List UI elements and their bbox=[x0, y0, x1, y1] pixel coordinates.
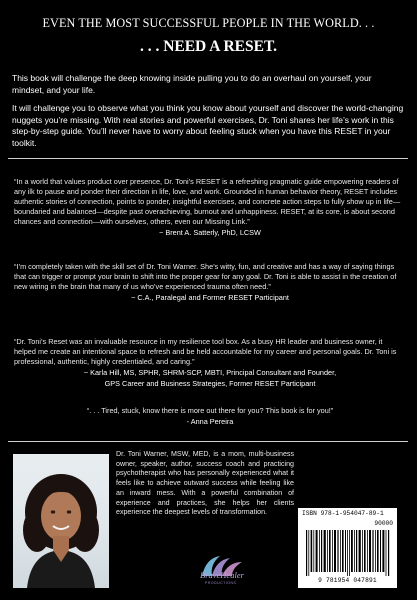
testimonial-cite: ~ Brent A. Satterly, PhD, LCSW bbox=[159, 227, 261, 237]
isbn-barcode bbox=[298, 508, 397, 588]
testimonial-cite-line-2: GPS Career and Business Strategies, Former RESET Participant bbox=[104, 378, 316, 388]
barcode-bars-icon bbox=[306, 530, 390, 576]
testimonial-cite: ~ C.A., Paralegal and Former RESET Participant bbox=[131, 292, 289, 302]
isbn-text: ISBN 978-1-954047-89-1 bbox=[302, 510, 384, 517]
publisher-logo-subtext: PRODUCTIONS bbox=[205, 581, 237, 585]
author-portrait-illustration bbox=[13, 454, 109, 588]
testimonial-body: “In a world that values product over presence, Dr. Toni’s RESET is a refreshing pragmatic guide empowering readers of any ilk to pause and ponder their direction in life, love, and work. Grounded in human behavior theory, RESET includes authentic stories of connection, points to ponder, insightful exercises, and concrete action steps to fully show up in life—boundaried and balanced—despite past overachieving, burnout and unhappiness. RESET, at its core, is about second chances and connection—with ourselves, others, even our Missing Link.” bbox=[14, 177, 401, 226]
testimonial-4 bbox=[14, 406, 406, 427]
testimonial-body: “Dr. Toni’s Reset was an invaluable resource in my resilience tool box. As a busy HR leader and business owner, it helped me create an intentional space to refresh and be held accountable for my career and personal goals. Dr. Toni is professional, authentic, highly credentialed, and caring.” bbox=[14, 337, 397, 366]
intro-paragraph-2: It will challenge you to observe what you think you know about yourself and discover the world-changing nuggets you’re missing. With real stories and powerful exercises, Dr. Toni shares her life’s work in this step-by-step guide. You’ll never have to worry about feeling stuck when you have this RESET in your toolkit. bbox=[12, 103, 404, 148]
intro-paragraph-1: This book will challenge the deep knowing inside pulling you to do an overhaul on yourself, your mindset, and your life. bbox=[12, 73, 372, 95]
testimonial-cite: - Anna Pereira bbox=[186, 416, 234, 426]
divider-top bbox=[8, 158, 408, 159]
headline-main: . . . NEED A RESET. bbox=[139, 38, 278, 55]
testimonial-body: “. . . Tired, stuck, know there is more out there for you? This book is for you!” bbox=[86, 406, 334, 415]
testimonial-2 bbox=[14, 262, 406, 303]
author-bio: Dr. Toni Warner, MSW, MED, is a mom, multi-business owner, speaker, author, success coach and practicing psychotherapist who has personally experienced what it feels like to achieve outward success while feeling like an inward mess. With a powerful combination of experience and practices, she helps her clients experience the deepest levels of transformation. bbox=[116, 450, 294, 517]
ean-number: 9 781954 047891 bbox=[318, 577, 377, 584]
testimonial-1 bbox=[14, 177, 406, 237]
publisher-logo-text: BraveHealer bbox=[200, 570, 244, 580]
divider-bottom bbox=[8, 441, 408, 442]
author-photo bbox=[13, 454, 109, 588]
testimonial-3 bbox=[14, 337, 406, 389]
headline-top: EVEN THE MOST SUCCESSFUL PEOPLE IN THE WORLD. . . bbox=[42, 16, 375, 30]
price-code: 90000 bbox=[374, 520, 393, 527]
testimonial-cite-line-1: ~ Karla Hill, MS, SPHR, SHRM-SCP, MBTI, Principal Consultant and Founder, bbox=[83, 367, 337, 377]
testimonial-body: “I’m completely taken with the skill set of Dr. Toni Warner. She’s witty, fun, and creative and has a way of saying things that can trigger or prompt your brain to shift into the proper gear for any goal. Dr. Toni is able to assist in the creation of new wiring in the brain that many of us who’ve experienced trauma often need.” bbox=[14, 262, 397, 291]
